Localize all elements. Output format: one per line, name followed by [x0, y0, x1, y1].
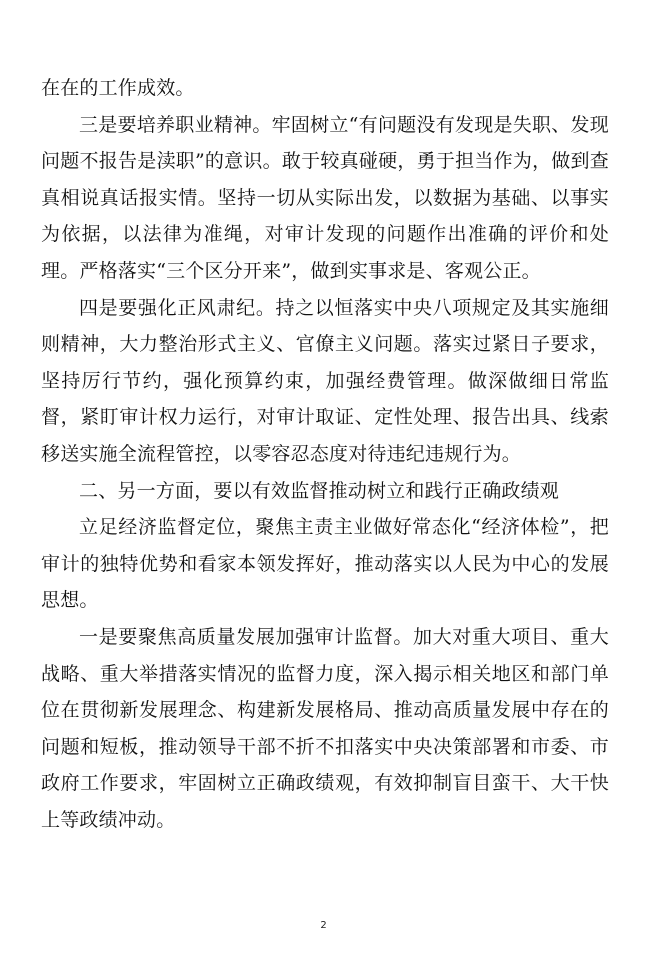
paragraph-continuation: 在在的工作成效。 [41, 77, 195, 99]
page-number: 2 [320, 920, 327, 931]
document-body [41, 70, 609, 838]
section-heading: 二、另一方面，要以有效监督推动树立和践行正确政绩观 [79, 479, 560, 502]
paragraph-high-quality-development: 一是要聚焦高质量发展加强审计监督。加大对重大项目、重大战略、重大举措落实情况的监督力度，深入揭示相关地区和部门单位在贯彻新发展理念、构建新发展格局、推动高质量发展中存在的问题和短板，推动领导干部不折不扣落实中央决策部署和市委、市政府工作要求，牢固树立正确政绩观，有效抑制盲目蛮干、大干快上等政绩冲动。 [41, 625, 609, 831]
paragraph-professional-spirit: 三是要培养职业精神。牢固树立“有问题没有发现是失职、发现问题不报告是渎职”的意识。敢于较真碰硬，勇于担当作为，做到查真相说真话报实情。坚持一切从实际出发，以数据为基础、以事实为依据，以法律为准绳，对审计发现的问题作出准确的评价和处理。严格落实“三个区分开来”，做到实事求是、客观公正。 [41, 113, 609, 282]
paragraph-economic-supervision: 立足经济监督定位，聚焦主责主业做好常态化“经济体检”，把审计的独特优势和看家本领发挥好，推动落实以人民为中心的发展思想。 [41, 516, 609, 612]
paragraph-discipline: 四是要强化正风肃纪。持之以恒落实中央八项规定及其实施细则精神，大力整治形式主义、官僚主义问题。落实过紧日子要求，坚持厉行节约，强化预算约束，加强经费管理。做深做细日常监督，紧盯审计权力运行，对审计取证、定性处理、报告出具、线索移送实施全流程管控，以零容忍态度对待违纪违规行为。 [41, 296, 609, 465]
